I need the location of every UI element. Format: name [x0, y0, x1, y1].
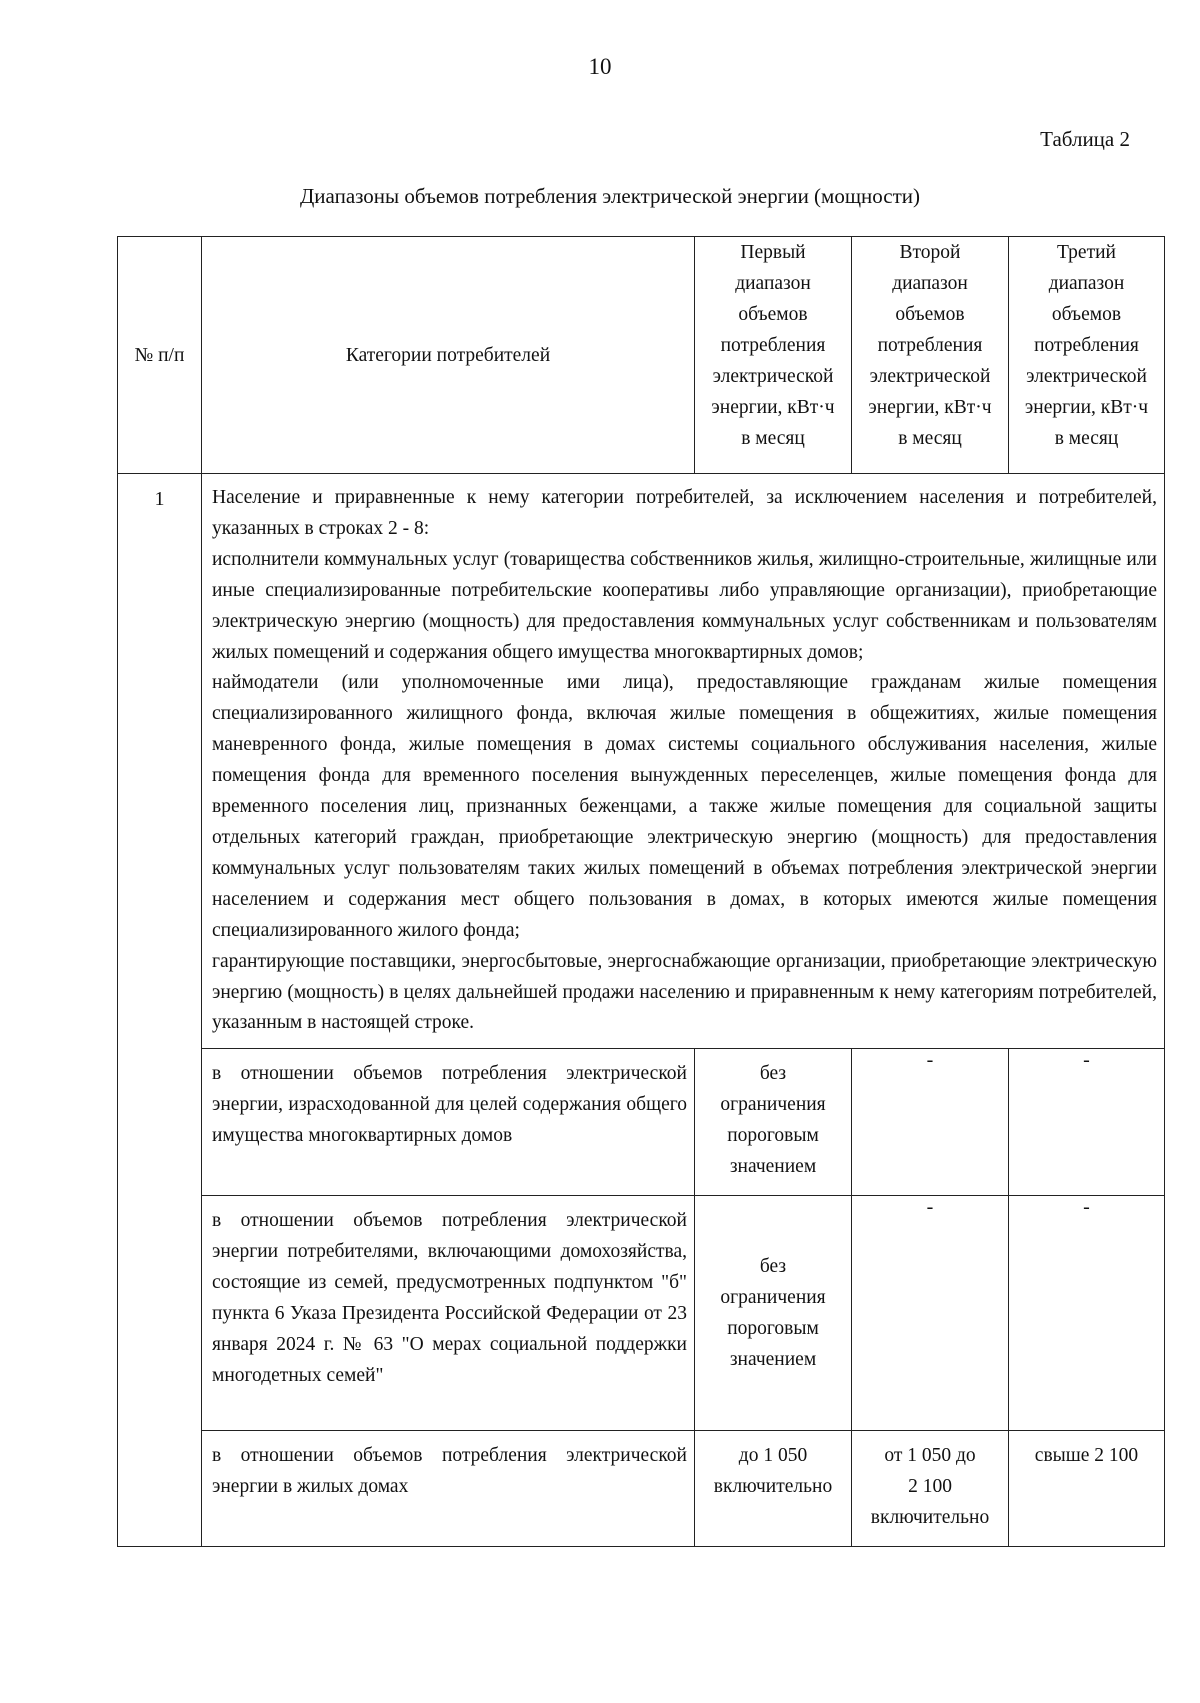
row-number: 1: [118, 474, 202, 1547]
subrow-text: в отношении объемов потребления электрической энергии, израсходованной для целей содержания общего имущества многоквартирных домов: [202, 1049, 695, 1196]
page-number: 10: [588, 54, 612, 79]
paragraph: исполнители коммунальных услуг (товарищества собственников жилья, жилищно-строительные, жилищные или иные специализированные потребительские кооперативы либо управляющие организации), приобретающие электрическую энергию (мощность) для предоставления коммунальных услуг собственникам и пользователям жилых помещений и содержания общего имущества многоквартирных домов;: [212, 548, 1157, 663]
paragraph: наймодатели (или уполномоченные ими лица), предоставляющие гражданам жилые помещения специализированного жилищного фонда, включая жилые помещения в общежитиях, жилые помещения маневренного фонда, жилые помещения в домах системы социального обслуживания населения, жилые помещения фонда для временного поселения вынужденных переселенцев, жилые помещения фонда для временного поселения лиц, признанных беженцами, а также жилые помещения для социальной защиты отдельных категорий граждан, приобретающие электрическую энергию (мощность) для предоставления коммунальных услуг пользователям таких жилых помещений в объемах потребления электрической энергии населением и содержания мест общего пользования в домах, в которых имеются жилые помещения специализированного жилого фонда;: [212, 672, 1157, 941]
paragraph: гарантирующие поставщики, энергосбытовые, энергоснабжающие организации, приобретающие электрическую энергию (мощность) в целях дальнейшей продажи населению и приравненным к нему категориям потребителей, указанным в настоящей строке.: [212, 950, 1157, 1034]
subrow-third-range: свыше 2 100: [1009, 1431, 1165, 1547]
subrow-text: в отношении объемов потребления электрической энергии в жилых домах: [202, 1431, 695, 1547]
table-row: [118, 474, 1165, 1049]
subrow-first-range: без ограничения пороговым значением: [695, 1196, 852, 1431]
paragraph: Население и приравненные к нему категории потребителей, за исключением населения и потребителей, указанных в строках 2 - 8:: [212, 487, 1157, 539]
table-row: [118, 1431, 1165, 1547]
header-second-range: Второй диапазон объемов потребления электрической энергии, кВт·ч в месяц: [852, 237, 1009, 474]
category-description: [202, 474, 1165, 1049]
subrow-second-range: от 1 050 до 2 100 включительно: [852, 1431, 1009, 1547]
header-third-range: Третий диапазон объемов потребления электрической энергии, кВт·ч в месяц: [1009, 237, 1165, 474]
subrow-first-range: до 1 050 включительно: [695, 1431, 852, 1547]
subrow-second-range: -: [852, 1196, 1009, 1431]
header-num: № п/п: [118, 237, 202, 474]
subrow-third-range: -: [1009, 1049, 1165, 1196]
subrow-text: в отношении объемов потребления электрической энергии потребителями, включающими домохозяйства, состоящие из семей, предусмотренных подпунктом "б" пункта 6 Указа Президента Российской Федерации от 23 января 2024 г. № 63 "О мерах социальной поддержки многодетных семей": [202, 1196, 695, 1431]
subrow-third-range: -: [1009, 1196, 1165, 1431]
table-title: Диапазоны объемов потребления электрической энергии (мощности): [299, 184, 921, 208]
table-row: [118, 1049, 1165, 1196]
subrow-second-range: -: [852, 1049, 1009, 1196]
table-header-row: [118, 237, 1165, 474]
subrow-first-range: без ограничения пороговым значением: [695, 1049, 852, 1196]
consumption-ranges-table: [117, 236, 1165, 1547]
header-category: Категории потребителей: [202, 237, 695, 474]
table-label: Таблица 2: [1040, 127, 1130, 151]
header-first-range: Первый диапазон объемов потребления электрической энергии, кВт·ч в месяц: [695, 237, 852, 474]
table-row: [118, 1196, 1165, 1431]
